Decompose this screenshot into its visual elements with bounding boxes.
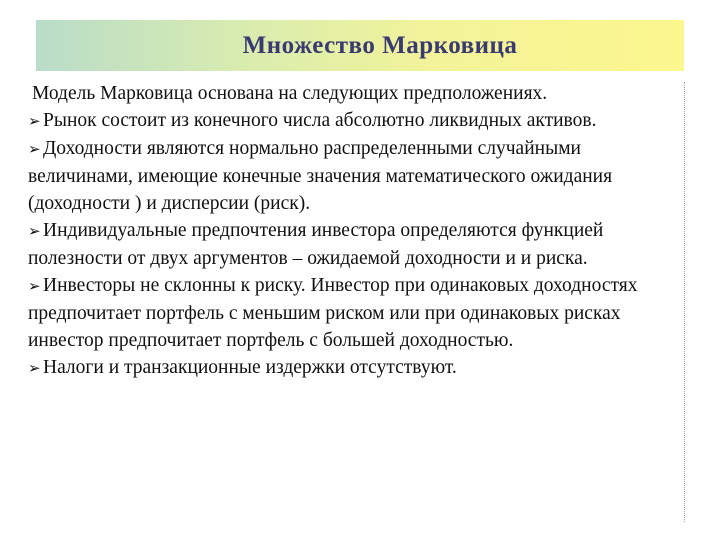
intro-text: Модель Марковица основана на следующих предположениях. <box>32 83 548 104</box>
slide-title: Множество Марковица <box>242 31 518 59</box>
bullet-item <box>28 107 684 135</box>
dotted-divider <box>684 82 685 522</box>
bullet-item <box>28 217 684 272</box>
bullet-text: Индивидуальные предпочтения инвестора определяются функцией полезности от двух аргументов – ожидаемой доходности и и риска. <box>28 220 604 269</box>
bullet-text: Рынок состоит из конечного числа абсолютно ликвидных активов. <box>43 110 597 131</box>
bullet-text: Налоги и транзакционные издержки отсутствуют. <box>43 357 457 378</box>
bullet-text: Инвесторы не склонны к риску. Инвестор при одинаковых доходностях предпочитает портфель с меньшим риском или при одинаковых рисках инвестор предпочитает портфель с большей доходностью. <box>28 275 638 351</box>
bullet-item <box>28 272 684 354</box>
arrow-bullet-icon: ➢ <box>28 222 41 240</box>
arrow-bullet-icon: ➢ <box>28 277 41 295</box>
title-banner <box>36 20 684 71</box>
arrow-bullet-icon: ➢ <box>28 359 41 377</box>
arrow-bullet-icon: ➢ <box>28 112 41 130</box>
arrow-bullet-icon: ➢ <box>28 140 41 158</box>
slide-body <box>28 80 684 382</box>
bullet-item <box>28 354 684 382</box>
bullet-item <box>28 135 684 217</box>
bullet-text: Доходности являются нормально распределенными случайными величинами, имеющие конечные значения математического ожидания (доходности ) и дисперсии (риск). <box>28 138 613 214</box>
